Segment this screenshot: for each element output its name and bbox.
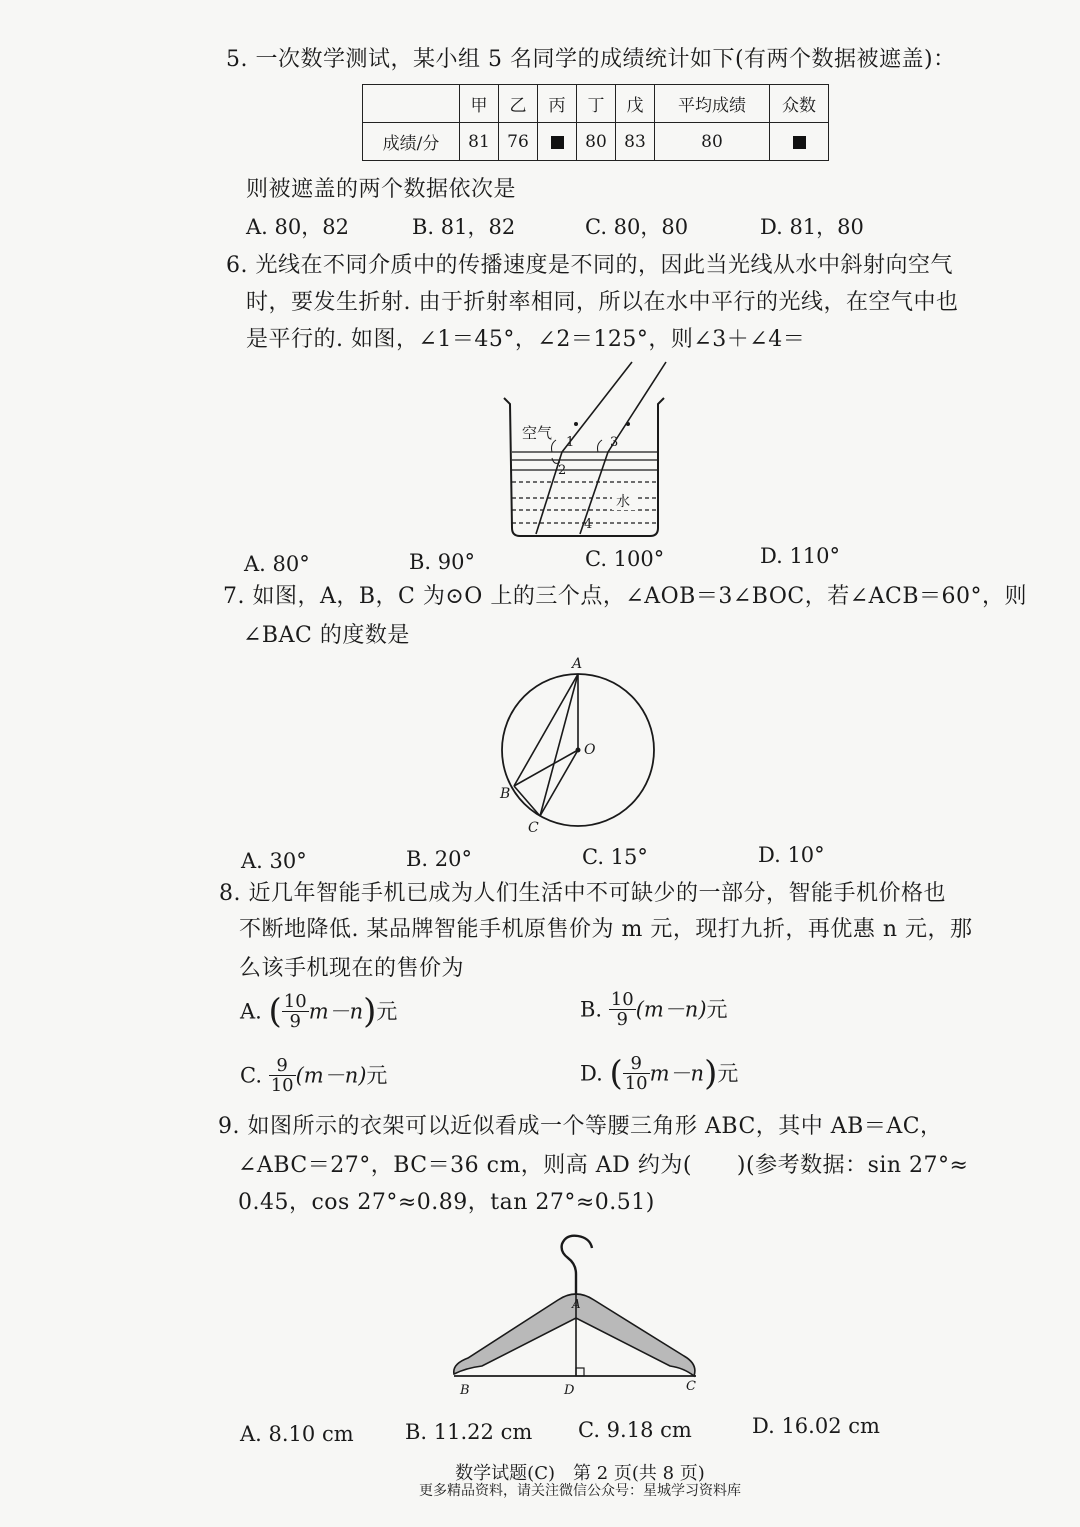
table-header-cell: 乙 (499, 85, 538, 123)
q9-option-d[interactable]: D. 16.02 cm (752, 1414, 880, 1438)
option-prefix: D. (580, 1061, 603, 1086)
q6-option-b[interactable]: B. 90° (409, 550, 476, 574)
q8-option-b[interactable] (580, 990, 728, 1029)
q7-circle-figure (492, 650, 672, 840)
q5-option-b[interactable]: B. 81，82 (412, 215, 516, 239)
q7-label-c: C (528, 820, 539, 836)
q5-score-table (362, 84, 829, 161)
q6-label-angle-4: 4 (584, 517, 593, 532)
q6-beaker-figure (500, 358, 670, 543)
table-cell: 81 (460, 123, 499, 161)
q9-label-c: C (686, 1379, 696, 1394)
option-expression: m－n (649, 1061, 705, 1086)
table-cell-masked (770, 123, 829, 161)
q9-option-c[interactable]: C. 9.18 cm (578, 1418, 692, 1442)
q9-option-a[interactable]: A. 8.10 cm (240, 1422, 354, 1446)
q9-stem-line-3: 0.45，cos 27°≈0.89，tan 27°≈0.51) (238, 1190, 655, 1215)
table-row (363, 123, 829, 161)
fraction-denominator: 9 (289, 1011, 301, 1032)
q6-option-d[interactable]: D. 110° (760, 544, 841, 568)
q9-stem-line-2: ∠ABC＝27°，BC＝36 cm，则高 AD 约为( )(参考数据：sin 27°≈ (238, 1153, 969, 1178)
table-cell: 80 (577, 123, 616, 161)
fraction-denominator: 10 (270, 1075, 294, 1096)
table-header-cell: 众数 (770, 85, 829, 123)
table-header-cell (363, 85, 460, 123)
q8-option-c[interactable] (240, 1056, 387, 1095)
q7-label-a: A (572, 656, 583, 672)
table-cell: 76 (499, 123, 538, 161)
close-paren: ) (704, 1053, 718, 1094)
fraction-denominator: 10 (624, 1073, 648, 1094)
q7-option-c[interactable]: C. 15° (582, 845, 648, 869)
option-unit: 元 (376, 999, 398, 1024)
q7-label-b: B (500, 786, 511, 802)
masked-value-block (793, 136, 806, 149)
promo-footnote: 更多精品资料，请关注微信公众号：星城学习资料库 (419, 1483, 741, 1499)
table-header-cell: 丙 (538, 85, 577, 123)
q9-stem-line-1: 9. 如图所示的衣架可以近似看成一个等腰三角形 ABC，其中 AB＝AC， (218, 1114, 943, 1139)
q5-option-a[interactable]: A. 80，82 (246, 215, 349, 239)
option-expression: (m－n) (635, 997, 707, 1022)
q8-stem-line-3: 么该手机现在的售价为 (239, 956, 465, 981)
fraction (623, 1054, 650, 1093)
table-header-row (363, 85, 829, 123)
fraction-numerator: 9 (269, 1056, 296, 1076)
page-footer: 数学试题(C) 第 2 页(共 8 页) (455, 1463, 705, 1484)
q9-label-d: D (564, 1383, 575, 1398)
q6-label-angle-3: 3 (610, 435, 619, 450)
option-prefix: A. (240, 999, 262, 1024)
q6-stem-line-1: 6. 光线在不同介质中的传播速度是不同的，因此当光线从水中斜射向空气 (226, 253, 953, 278)
table-cell: 83 (616, 123, 655, 161)
fraction-denominator: 9 (616, 1009, 628, 1030)
open-paren: ( (609, 1053, 623, 1094)
q8-stem-line-2: 不断地降低. 某品牌智能手机原售价为 m 元，现打九折，再优惠 n 元，那 (239, 917, 973, 942)
table-header-cell: 丁 (577, 85, 616, 123)
q5-stem: 5. 一次数学测试，某小组 5 名同学的成绩统计如下(有两个数据被遮盖)： (226, 47, 956, 72)
option-expression: (m－n) (295, 1063, 367, 1088)
option-unit: 元 (366, 1063, 388, 1088)
q6-label-air: 空气 (522, 424, 553, 442)
q8-option-a[interactable] (240, 992, 397, 1031)
option-unit: 元 (706, 997, 728, 1022)
q6-label-water: 水 (616, 494, 630, 510)
fraction (609, 990, 636, 1029)
q6-stem-line-2: 时，要发生折射. 由于折射率相同，所以在水中平行的光线，在空气中也 (246, 290, 959, 315)
q9-label-b: B (460, 1383, 470, 1398)
q9-label-a: A (572, 1297, 581, 1311)
q5-option-d[interactable]: D. 81，80 (760, 215, 864, 239)
q7-option-b[interactable]: B. 20° (406, 847, 473, 871)
option-prefix: C. (240, 1063, 262, 1088)
q8-option-d[interactable] (580, 1054, 738, 1093)
close-paren: ) (363, 991, 377, 1032)
q7-stem-line-1: 7. 如图，A，B，C 为⊙O 上的三个点，∠AOB＝3∠BOC，若∠ACB＝60°，则 (223, 584, 1028, 609)
q7-option-a[interactable]: A. 30° (241, 849, 307, 873)
option-unit: 元 (717, 1061, 739, 1086)
open-paren: ( (268, 991, 282, 1032)
option-prefix: B. (580, 997, 603, 1022)
q6-label-angle-1: 1 (566, 435, 575, 450)
fraction-numerator: 10 (610, 989, 634, 1010)
fraction-numerator: 10 (283, 991, 307, 1012)
masked-value-block (551, 136, 564, 149)
q6-option-a[interactable]: A. 80° (244, 552, 310, 576)
q8-stem-line-1: 8. 近几年智能手机已成为人们生活中不可缺少的一部分，智能手机价格也 (219, 881, 946, 906)
q7-option-d[interactable]: D. 10° (758, 843, 825, 867)
q9-option-b[interactable]: B. 11.22 cm (405, 1420, 533, 1444)
q6-option-c[interactable]: C. 100° (585, 547, 665, 571)
q5-follow: 则被遮盖的两个数据依次是 (246, 177, 517, 202)
table-header-cell: 平均成绩 (655, 85, 770, 123)
fraction-numerator: 9 (623, 1054, 650, 1074)
option-expression: m－n (308, 999, 364, 1024)
table-cell-masked (538, 123, 577, 161)
q5-option-c[interactable]: C. 80，80 (585, 215, 689, 239)
q7-label-o: O (584, 742, 596, 758)
fraction (282, 992, 309, 1031)
q9-hanger-figure (448, 1232, 708, 1402)
table-header-cell: 甲 (460, 85, 499, 123)
q6-stem-line-3: 是平行的. 如图，∠1＝45°，∠2＝125°，则∠3＋∠4＝ (246, 327, 806, 352)
table-cell: 80 (655, 123, 770, 161)
table-header-cell: 戊 (616, 85, 655, 123)
q7-stem-line-2: ∠BAC 的度数是 (243, 623, 410, 648)
table-row-label: 成绩/分 (363, 123, 460, 161)
fraction (269, 1056, 296, 1095)
q6-label-angle-2: 2 (558, 463, 567, 478)
